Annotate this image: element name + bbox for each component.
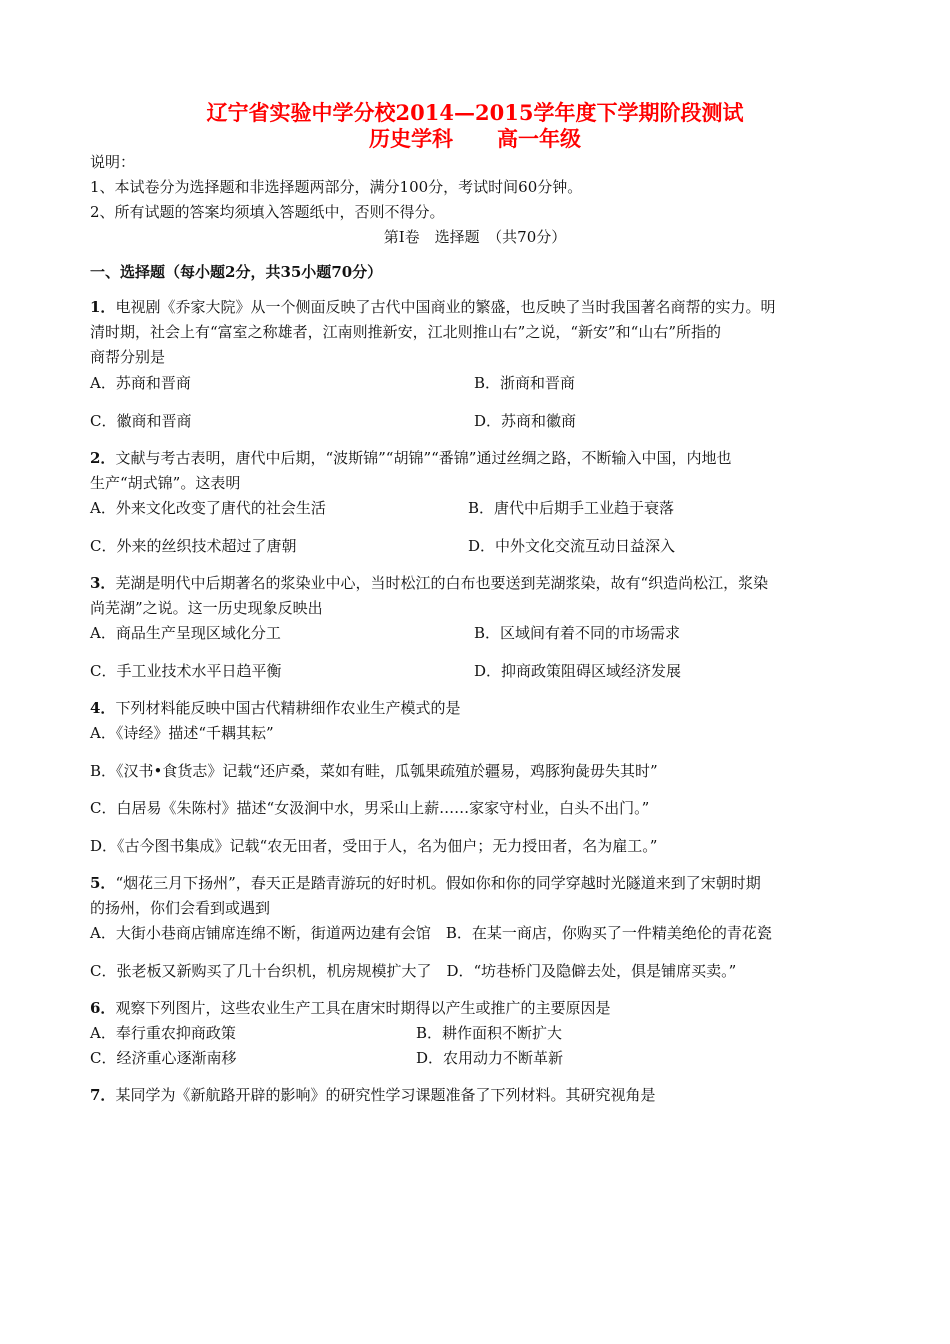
- option-c: C．经济重心逐渐南移: [90, 1049, 237, 1067]
- option-b: B．唐代中后期手工业趋于衰落: [468, 499, 675, 517]
- option-d: D．中外文化交流互动日益深入: [468, 537, 676, 555]
- option-b: B．浙商和晋商: [474, 374, 576, 392]
- option-d: D．抑商政策阻碍区域经济发展: [474, 662, 682, 680]
- option-c: C．徽商和晋商: [90, 412, 192, 430]
- question-number: 5．: [90, 874, 116, 892]
- option-b: B．《汉书•食货志》记载“还庐桑，菜如有畦，瓜瓠果疏殖於疆易，鸡豚狗彘毋失其时”: [90, 762, 658, 780]
- question-1-line: 商帮分别是: [90, 348, 166, 366]
- instruction-item: 1、本试卷分为选择题和非选择题两部分，满分100分，考试时间60分钟。: [90, 178, 583, 196]
- option-c: C．外来的丝织技术超过了唐朝: [90, 537, 297, 555]
- option-c: C．手工业技术水平日趋平衡: [90, 662, 282, 680]
- question-number: 3．: [90, 574, 116, 592]
- option-a: A．奉行重农抑商政策: [90, 1024, 236, 1042]
- option-a: A．苏商和晋商: [90, 374, 191, 392]
- option-a: A．商品生产呈现区域化分工: [90, 624, 281, 642]
- option-b: B．耕作面积不断扩大: [416, 1024, 563, 1042]
- option-d: D．苏商和徽商: [474, 412, 577, 430]
- question-number: 2．: [90, 449, 116, 467]
- question-number: 7．: [90, 1086, 116, 1104]
- subject-label: 历史学科: [369, 126, 453, 151]
- question-1-line: 1．电视剧《乔家大院》从一个侧面反映了古代中国商业的繁盛，也反映了当时我国著名商帮的实力。明: [90, 298, 776, 316]
- question-6-line: 6．观察下列图片，这些农业生产工具在唐宋时期得以产生或推广的主要原因是: [90, 999, 611, 1017]
- option-a-b: A．大街小巷商店铺席连绵不断，街道两边建有会馆 B．在某一商店，你购买了一件精美绝伦的青花瓷: [90, 924, 772, 942]
- instruction-item: 2、所有试题的答案均须填入答题纸中，否则不得分。: [90, 203, 445, 221]
- option-c: C．白居易《朱陈村》描述“女汲涧中水，男采山上薪……家家守村业，白头不出门。”: [90, 799, 650, 817]
- question-1-line: 清时期，社会上有“富室之称雄者，江南则推新安，江北则推山右”之说，“新安”和“山右”所指的: [90, 323, 722, 341]
- question-3-line: 尚芜湖”之说。这一历史现象反映出: [90, 599, 323, 617]
- option-d: D．《古今图书集成》记载“农无田者，受田于人，名为佃户；无力授田者，名为雇工。”: [90, 837, 658, 855]
- volume-title: 第Ⅰ卷 选择题 （共70分）: [383, 228, 567, 246]
- question-2-line: 2．文献与考古表明，唐代中后期，“波斯锦”“胡锦”“番锦”通过丝绸之路，不断输入中国，内地也: [90, 449, 732, 467]
- question-5-line: 的扬州，你们会看到或遇到: [90, 899, 271, 917]
- option-d: D．农用动力不断革新: [416, 1049, 564, 1067]
- exam-subtitle: [0, 126, 950, 152]
- question-4-line: 4．下列材料能反映中国古代精耕细作农业生产模式的是: [90, 699, 461, 717]
- part-title: 一、选择题（每小题2分，共35小题70分）: [90, 263, 383, 281]
- question-number: 1．: [90, 298, 116, 316]
- option-c-d: C．张老板又新购买了几十台织机，机房规模扩大了 D．“坊巷桥门及隐僻去处，俱是铺席买卖。”: [90, 962, 737, 980]
- question-5-line: 5．“烟花三月下扬州”，春天正是踏青游玩的好时机。假如你和你的同学穿越时光隧道来到了宋朝时期: [90, 874, 761, 892]
- option-a: A．《诗经》描述“千耦其耘”: [90, 724, 274, 742]
- question-3-line: 3．芜湖是明代中后期著名的浆染业中心，当时松江的白布也要送到芜湖浆染，故有“织造尚松江，浆染: [90, 574, 769, 592]
- option-a: A．外来文化改变了唐代的社会生活: [90, 499, 326, 517]
- grade-label: 高一年级: [497, 126, 581, 151]
- question-7-line: 7．某同学为《新航路开辟的影响》的研究性学习课题准备了下列材料。其研究视角是: [90, 1086, 656, 1104]
- instructions-label: 说明：: [90, 153, 136, 171]
- question-number: 4．: [90, 699, 116, 717]
- question-2-line: 生产“胡式锦”。这表明: [90, 474, 241, 492]
- exam-title: 辽宁省实验中学分校2014—2015学年度下学期阶段测试: [206, 100, 744, 125]
- option-b: B．区域间有着不同的市场需求: [474, 624, 681, 642]
- question-number: 6．: [90, 999, 116, 1017]
